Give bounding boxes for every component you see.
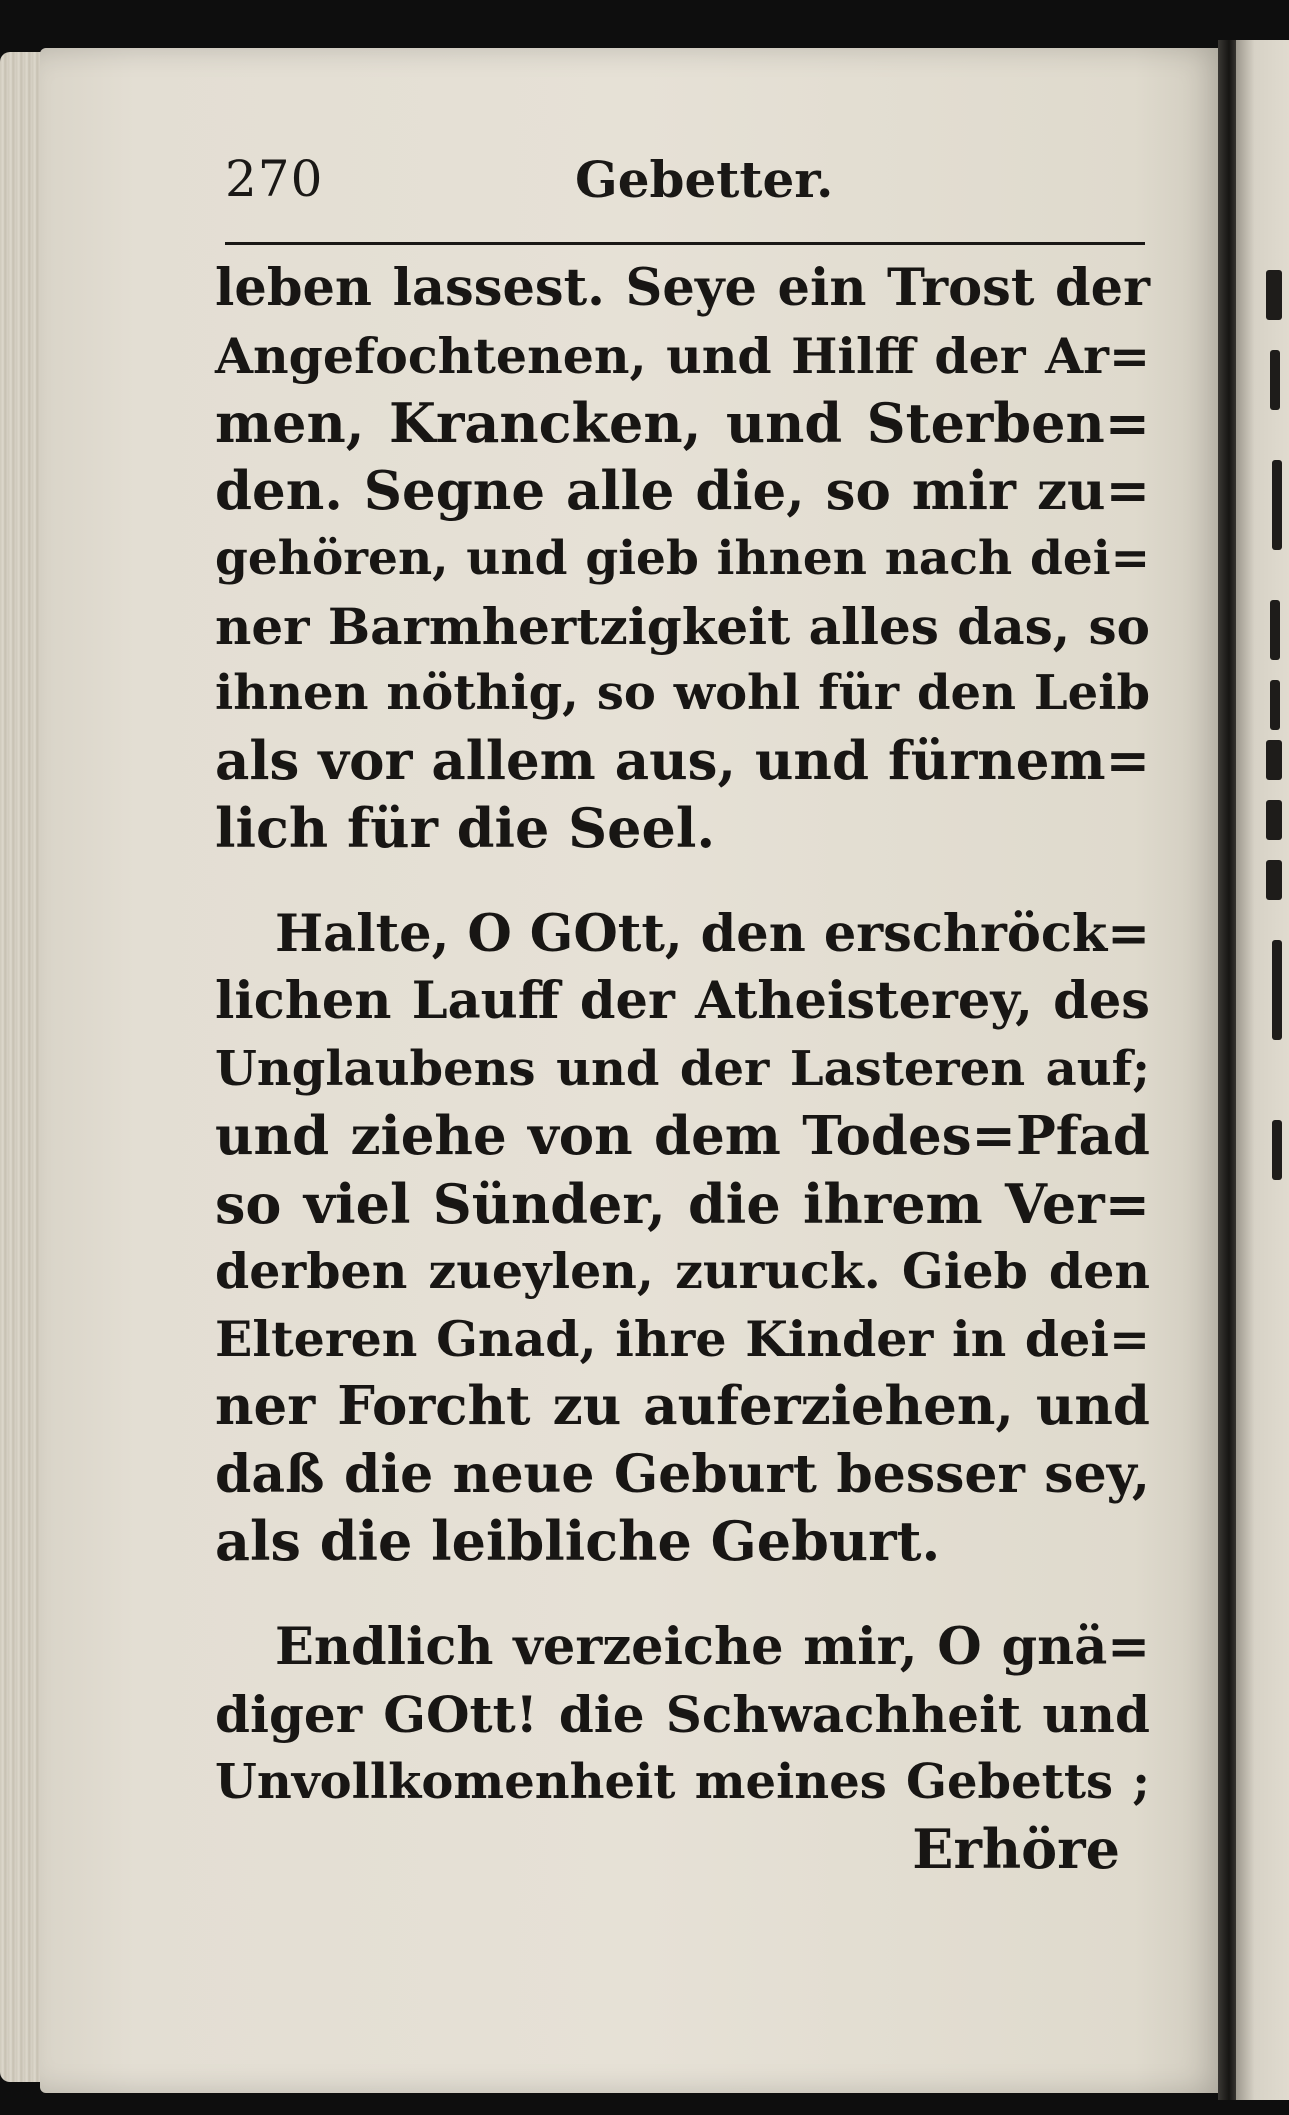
paragraph-gap (215, 1576, 1150, 1614)
text-line: derben zueylen, zuruck. Gieb den (215, 1242, 1150, 1300)
ink-fragment (1266, 800, 1282, 840)
text-line: Halte, O GOtt, den erschröck= (275, 903, 1150, 964)
paragraph (215, 1614, 1150, 1817)
catchword: Erhöre (912, 1817, 1120, 1881)
text-line: gehören, und gieb ihnen nach dei= (215, 531, 1150, 586)
ink-fragment (1272, 1120, 1282, 1180)
text-line: lichen Lauff der Atheisterey, des (215, 971, 1150, 1031)
text-line: als vor allem aus, und fürnem= (215, 729, 1150, 792)
text-line: leben lassest. Seye ein Trost der (215, 258, 1150, 318)
paragraph (215, 901, 1150, 1576)
text-line: so viel Sünder, die ihrem Ver= (215, 1171, 1150, 1236)
text-line: Angefochtenen, und Hilff der Ar= (215, 326, 1150, 385)
ink-fragment (1266, 270, 1282, 320)
page-number: 270 (225, 150, 324, 208)
text-line: den. Segne alle die, so mir zu= (215, 459, 1150, 522)
next-page-fragment (1236, 40, 1289, 2100)
text-line: diger GOtt! die Schwachheit und (215, 1685, 1150, 1744)
ink-fragment (1272, 940, 1282, 1040)
ink-fragment (1270, 600, 1280, 660)
ink-fragment (1266, 860, 1282, 900)
running-title: Gebetter. (575, 150, 834, 209)
page-header (225, 150, 1145, 220)
text-line: und ziehe von dem Todes=Pfad (215, 1105, 1150, 1167)
text-line: als die leibliche Geburt. (215, 1509, 941, 1573)
text-line: Elteren Gnad, ihre Kinder in dei= (215, 1309, 1150, 1368)
ink-fragment (1272, 460, 1282, 550)
text-line: men, Krancken, und Sterben= (215, 391, 1150, 455)
text-line: ner Forcht zu auferziehen, und (215, 1375, 1150, 1437)
body-text (215, 255, 1150, 1884)
ink-fragment (1270, 350, 1280, 410)
paragraph-gap (215, 863, 1150, 901)
text-line: lich für die Seel. (215, 796, 716, 860)
text-line: daß die neue Geburt besser sey, (215, 1443, 1150, 1505)
text-line: ihnen nöthig, so wohl für den Leib (215, 665, 1150, 721)
header-rule (225, 242, 1145, 245)
text-line: Unglaubens und der Lasteren auf; (215, 1040, 1150, 1097)
text-line: ner Barmhertzigkeit alles das, so (215, 596, 1150, 656)
text-line: Unvollkomenheit meines Gebetts ; (215, 1753, 1150, 1810)
ink-fragment (1270, 680, 1280, 730)
paragraph (215, 255, 1150, 863)
ink-fragment (1266, 740, 1282, 780)
text-line: Endlich verzeiche mir, O gnä= (275, 1616, 1150, 1677)
